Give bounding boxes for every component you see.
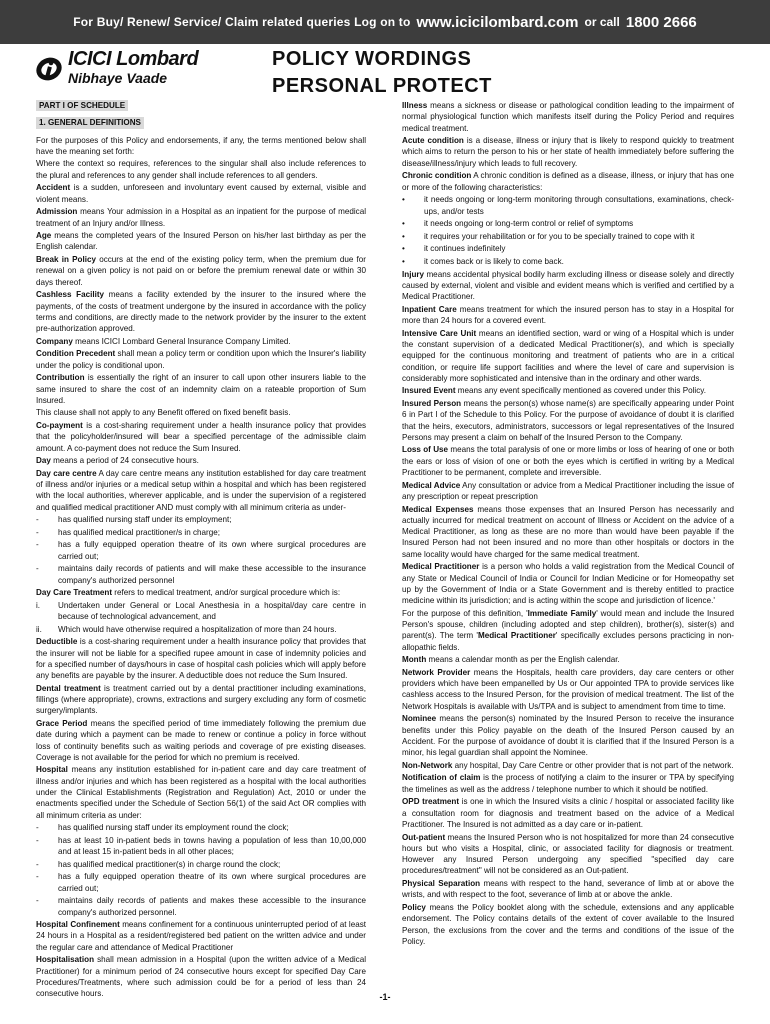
logo-tagline: Nibhaye Vaade (68, 70, 168, 86)
definition-hospital: Hospital means any institution established for in-patient care and day care treatment of illness and/or injuries and which has been registered as a hospital with the local authorities under the Clinical Establishments (Registration and Regulation) Act, 2010 or under the enactments specified under the Schedule of Section 56(1) of the said Act OR complies with all minimum criteria as under: (36, 765, 366, 820)
definition-month: Month means a calendar month as per the English calendar. (402, 655, 620, 665)
list-item: - has qualified nursing staff under its employment round the clock; (36, 823, 289, 833)
logo-brand: ICICI Lombard (68, 48, 199, 70)
bullet-item: • it continues indefinitely (402, 244, 506, 254)
definition-opd: OPD treatment is one in which the Insured visits a clinic / hospital or associated facility like a consultation room for diagnosis and treatment based on the advice of a Medical Practitioner. The Insured is not admitted as a day care or in-patient. (402, 797, 735, 829)
intro-paragraph: For the purposes of this Policy and endorsements, if any, the terms mentioned below shall have the meaning set forth: (36, 135, 366, 156)
definition-confinement: Hospital Confinement means confinement for a continuous uninterrupted period of at least 24 hours in a Hospital as a resident/registered bed patient on the written advice and under the regular care and attendance of Medical Practitioner (36, 920, 367, 952)
definition-network-provider: Network Provider means the Hospitals, health care providers, day care centers or other providers which have been empanelled by Us or Our appointed TPA to provide services like cashless access to the Insured Person, for the provision of medical treatment. The list of the Network Hospitals is available with Us/TPA and is subject to amendment from time to time. (402, 667, 734, 711)
definition-copayment: Co-payment is a cost-sharing requirement under a health insurance policy that provides that the policyholder/insured will bear a specified percentage of the admissible claim amount. A co-payment does not reduce the Sum Insured. (36, 420, 366, 453)
definition-medical-advice: Medical Advice Any consultation or advice from a Medical Practitioner including the issue of any prescription or repeat prescription (402, 480, 734, 501)
bullet-item: • it needs ongoing or long-term control or relief of symptoms (402, 219, 634, 229)
list-item: - maintains daily records of patients and will make these accessible to the insurance company's authorized personnel (36, 564, 366, 585)
definition-day-care-treatment: Day Care Treatment refers to medical treatment, and/or surgical procedure which is: (36, 588, 341, 598)
right-column (402, 100, 734, 948)
definition-medical-practitioner: Medical Practitioner is a person who holds a valid registration from the Medical Council of any State or Medical Council of India or Council for Indian Medicine or for Homeopathy set up by the Government of India or a State Government and is thereby entitled to practice medicine within its jurisdiction; and is acting within the scope and jurisdiction of licence.' (402, 562, 735, 606)
definition-contribution: Contribution is essentially the right of an insurer to call upon other insurers liable to the same insured to share the cost of an indemnity claim on a rateable proportion of Sum Insured. (36, 373, 366, 405)
definition-notification: Notification of claim is the process of notifying a claim to the insurer or TPA by specifying the timelines as well as the address / telephone number to which it should be notified. (402, 773, 734, 794)
document-title (272, 46, 492, 100)
page-number: -1- (379, 992, 391, 1002)
definition-day: Day means a period of 24 consecutive hours. (36, 456, 199, 466)
definition-cashless: Cashless Facility means a facility extended by the insurer to the insured where the payments, of the costs of treatment undergone by the insured in accordance with the policy terms and conditions, are directly made to the network provider by the insurer to the extent pre-authorization approved. (36, 290, 367, 334)
list-item: - maintains daily records of patients and makes these accessible to the insurance company's authorized personnel. (36, 896, 366, 917)
list-item: - has at least 10 in-patient beds in towns having a population of less than 10,00,000 and at least 15 in-patient beds in all other places; (36, 835, 366, 857)
banner-text: For Buy/ Renew/ Service/ Claim related queries Log on to (73, 15, 411, 29)
definition-chronic: Chronic condition A chronic condition is defined as a disease, illness, or injury that has one or more of the following characteristics: (402, 171, 735, 192)
definition-admission: Admission means Your admission in a Hospital as an inpatient for the purpose of medical treatment of an Injury and/or Illness. (36, 207, 366, 228)
list-item: ii. Which would have otherwise required a hospitalization of more than 24 hours. (36, 624, 337, 634)
bullet-item: • it comes back or is likely to come back. (402, 256, 564, 266)
part-heading: PART I OF SCHEDULE (36, 100, 128, 111)
bullet-item: • it requires your rehabilitation or for you to be specially trained to cope with it (402, 231, 695, 241)
logo-emblem-icon (34, 54, 64, 84)
phone-number[interactable]: 1800 2666 (625, 13, 697, 31)
definition-age: Age means the completed years of the Insured Person on his/her last birthday as per the English calendar. (36, 231, 366, 252)
definition-loss-of-use: Loss of Use means the total paralysis of one or more limbs or loss of hearing of one or both the ears or loss of vision of one or both the eyes which is certified in writing by a Medical Practitioner to be permanent, complete and irreversible. (402, 445, 734, 478)
banner-or-call: or call (584, 15, 620, 29)
definition-condition: Condition Precedent shall mean a policy term or condition upon which the Insurer's liability under the policy is conditional upon. (36, 349, 366, 370)
definition-policy: Policy means the Policy booklet along with the schedule, extensions and any applicable endorsement. The Policy contains details of the extent of cover available to the Insured Person, the exclusions from the cover and the terms and conditions of the issue of the Policy. (402, 902, 734, 946)
definition-day-care-centre: Day care centre A day care centre means any institution established for day care treatment of illness and/or injuries or a medical setup within a hospital and which has been registered with the local authorities, wherever applicable, and is under the supervision of a registered and qualified medical practitioner AND must comply with all minimum criteria as under- (36, 468, 366, 512)
left-column (36, 100, 366, 1001)
definition-non-network: Non-Network any hospital, Day Care Centre or other provider that is not part of the network. (402, 760, 734, 770)
list-item: - has a fully equipped operation theatre of its own where surgical procedures are carried out; (36, 872, 366, 893)
definition-injury: Injury means accidental physical bodily harm excluding illness or disease solely and directly caused by external, violent and visible and evident means which is verified and certified by a Medical Practitioner. (402, 269, 734, 302)
intro-paragraph: Where the context so requires, references to the singular shall also include references to the plural and references to any gender shall include references to all genders. (36, 159, 366, 180)
list-item: - has a fully equipped operation theatre of its own where surgical procedures are carried out; (36, 540, 366, 561)
definition-accident: Accident is a sudden, unforeseen and involuntary event caused by external, visible and violent means. (36, 183, 366, 204)
definition-break: Break in Policy occurs at the end of the existing policy term, when the premium due for renewal on a given policy is not paid on or before the premium renewal date or within 30 days thereof. (36, 255, 366, 287)
definition-immediate-family: For the purpose of this definition, 'Immediate Family' would mean and include the Insured Person's spouse, children (including adopted and step children), brother(s), sister(s) and parent(s). The term 'Medical Practitioner' specifically excludes persons practicing in non-allopathic fields. (402, 608, 734, 652)
definition-insured-person: Insured Person means the person(s) whose name(s) are specifically appearing under Point 6 in Part I of the Schedule to this Policy. For the purpose of avoidance of doubt it is clarified that the heirs, executors, administrators, successors or legal representatives of the Insured Persons may present a claim on behalf of the Insured Person to the Company. (402, 398, 735, 442)
definition-icu: Intensive Care Unit means an identified section, ward or wing of a Hospital which is under the constant supervision of a dedicated Medical Practitioner(s), and which is specially equipped for the continuous monitoring and treatment of patients who are in a critical condition, or require life support facilities and where the level of care and supervision is considerably more sophisticated and intensive than in the ordinary and other wards. (402, 328, 734, 383)
website-link[interactable]: www.icicilombard.com (416, 13, 579, 31)
definition-company: Company means ICICI Lombard General Insurance Company Limited. (36, 336, 291, 346)
definition-illness: Illness means a sickness or disease or pathological condition leading to the impairment of normal physiological function which manifests itself during the Policy Period and requires medical treatment. (402, 101, 734, 133)
title-line-1: POLICY WORDINGS (272, 48, 472, 70)
section-heading: 1. GENERAL DEFINITIONS (36, 117, 144, 128)
top-banner (0, 0, 770, 44)
definition-grace: Grace Period means the specified period of time immediately following the premium due date during which a payment can be made to renew or continue a policy in force without loss of continuity benefits such as waiting periods and coverage of pre existing diseases. Coverage is not available for the period for which no premium is received. (36, 718, 366, 762)
definition-nominee: Nominee means the person(s) nominated by the Insured Person to receive the insurance benefits under this Policy payable on the death of the Insured Person caused by an Accident. For the purpose of avoidance of doubt it is clarified that if the Insured Person is a minor, his legal guardian shall appoint the Nominee. (402, 714, 734, 758)
definition-medical-expenses: Medical Expenses means those expenses that an Insured Person has necessarily and actually incurred for medical treatment on account of Illness or Accident on the advice of a Medical Practitioner, as long as these are no more than would have been payable if the Insured Person had not been insured and no more than other hospitals or doctors in the same locality would have charged for the same medical treatment. (402, 504, 734, 559)
bullet-item: • it needs ongoing or long-term monitoring through consultations, examinations, check-ups, and/or tests (402, 195, 734, 216)
company-logo (34, 48, 224, 92)
definition-physical-separation: Physical Separation means with respect to the hand, severance of limb at or above the wrists, and with respect to the foot, severance of limb at or above the ankle. (402, 879, 734, 900)
definition-deductible: Deductible is a cost-sharing requirement under a health insurance policy that provides that the insurer will not be liable for a specified rupee amount in case of indemnity policies and for a specified number of days/hours in case of hospital cash policies which will apply before any benefits are payable by the insurer. A deductible does not reduce the Sum Insured. (36, 637, 366, 681)
definition-insured-event: Insured Event means any event specifically mentioned as covered under this Policy. (402, 386, 706, 396)
contribution-note: This clause shall not apply to any Benefit offered on fixed benefit basis. (36, 408, 291, 418)
definition-acute: Acute condition is a disease, illness or injury that is likely to respond quickly to treatment which aims to return the person to his or her state of health immediately before suffering the disease/illness/injury which leads to full recovery. (402, 136, 734, 168)
definition-inpatient: Inpatient Care means treatment for which the insured person has to stay in a Hospital for more than 24 hours for a covered event. (402, 304, 734, 326)
definition-hospitalisation: Hospitalisation shall mean admission in a Hospital (upon the written advice of a Medical Practitioner) for a minimum period of 24 consecutive hours except for specified Day Care Procedures/Treatments, where such admission could be for a period of less than 24 consecutive hours. (36, 955, 366, 999)
title-line-2: PERSONAL PROTECT (272, 75, 492, 97)
list-item: - has qualified medical practitioner/s in charge; (36, 527, 220, 537)
definition-out-patient: Out-patient means the Insured Person who is not hospitalized for more than 24 consecutive hours but who visits a Hospital, clinic, or associated facility for diagnosis or treatment. However any Insured Person undergoing any specified "specified day care procedures/treatment" will not be considered as an Out-patient. (402, 832, 734, 876)
definition-dental: Dental treatment is treatment carried out by a dental practitioner including examinations, fillings (where appropriate), crowns, extractions and surgery excluding any form of cosmetic surgery/implants. (36, 683, 366, 716)
list-item: - has qualified nursing staff under its employment; (36, 515, 232, 525)
list-item: i. Undertaken under General or Local Anesthesia in a hospital/day care centre in because of technological advancement, and (36, 600, 366, 622)
list-item: - has qualified medical practitioner(s) in charge round the clock; (36, 859, 281, 869)
